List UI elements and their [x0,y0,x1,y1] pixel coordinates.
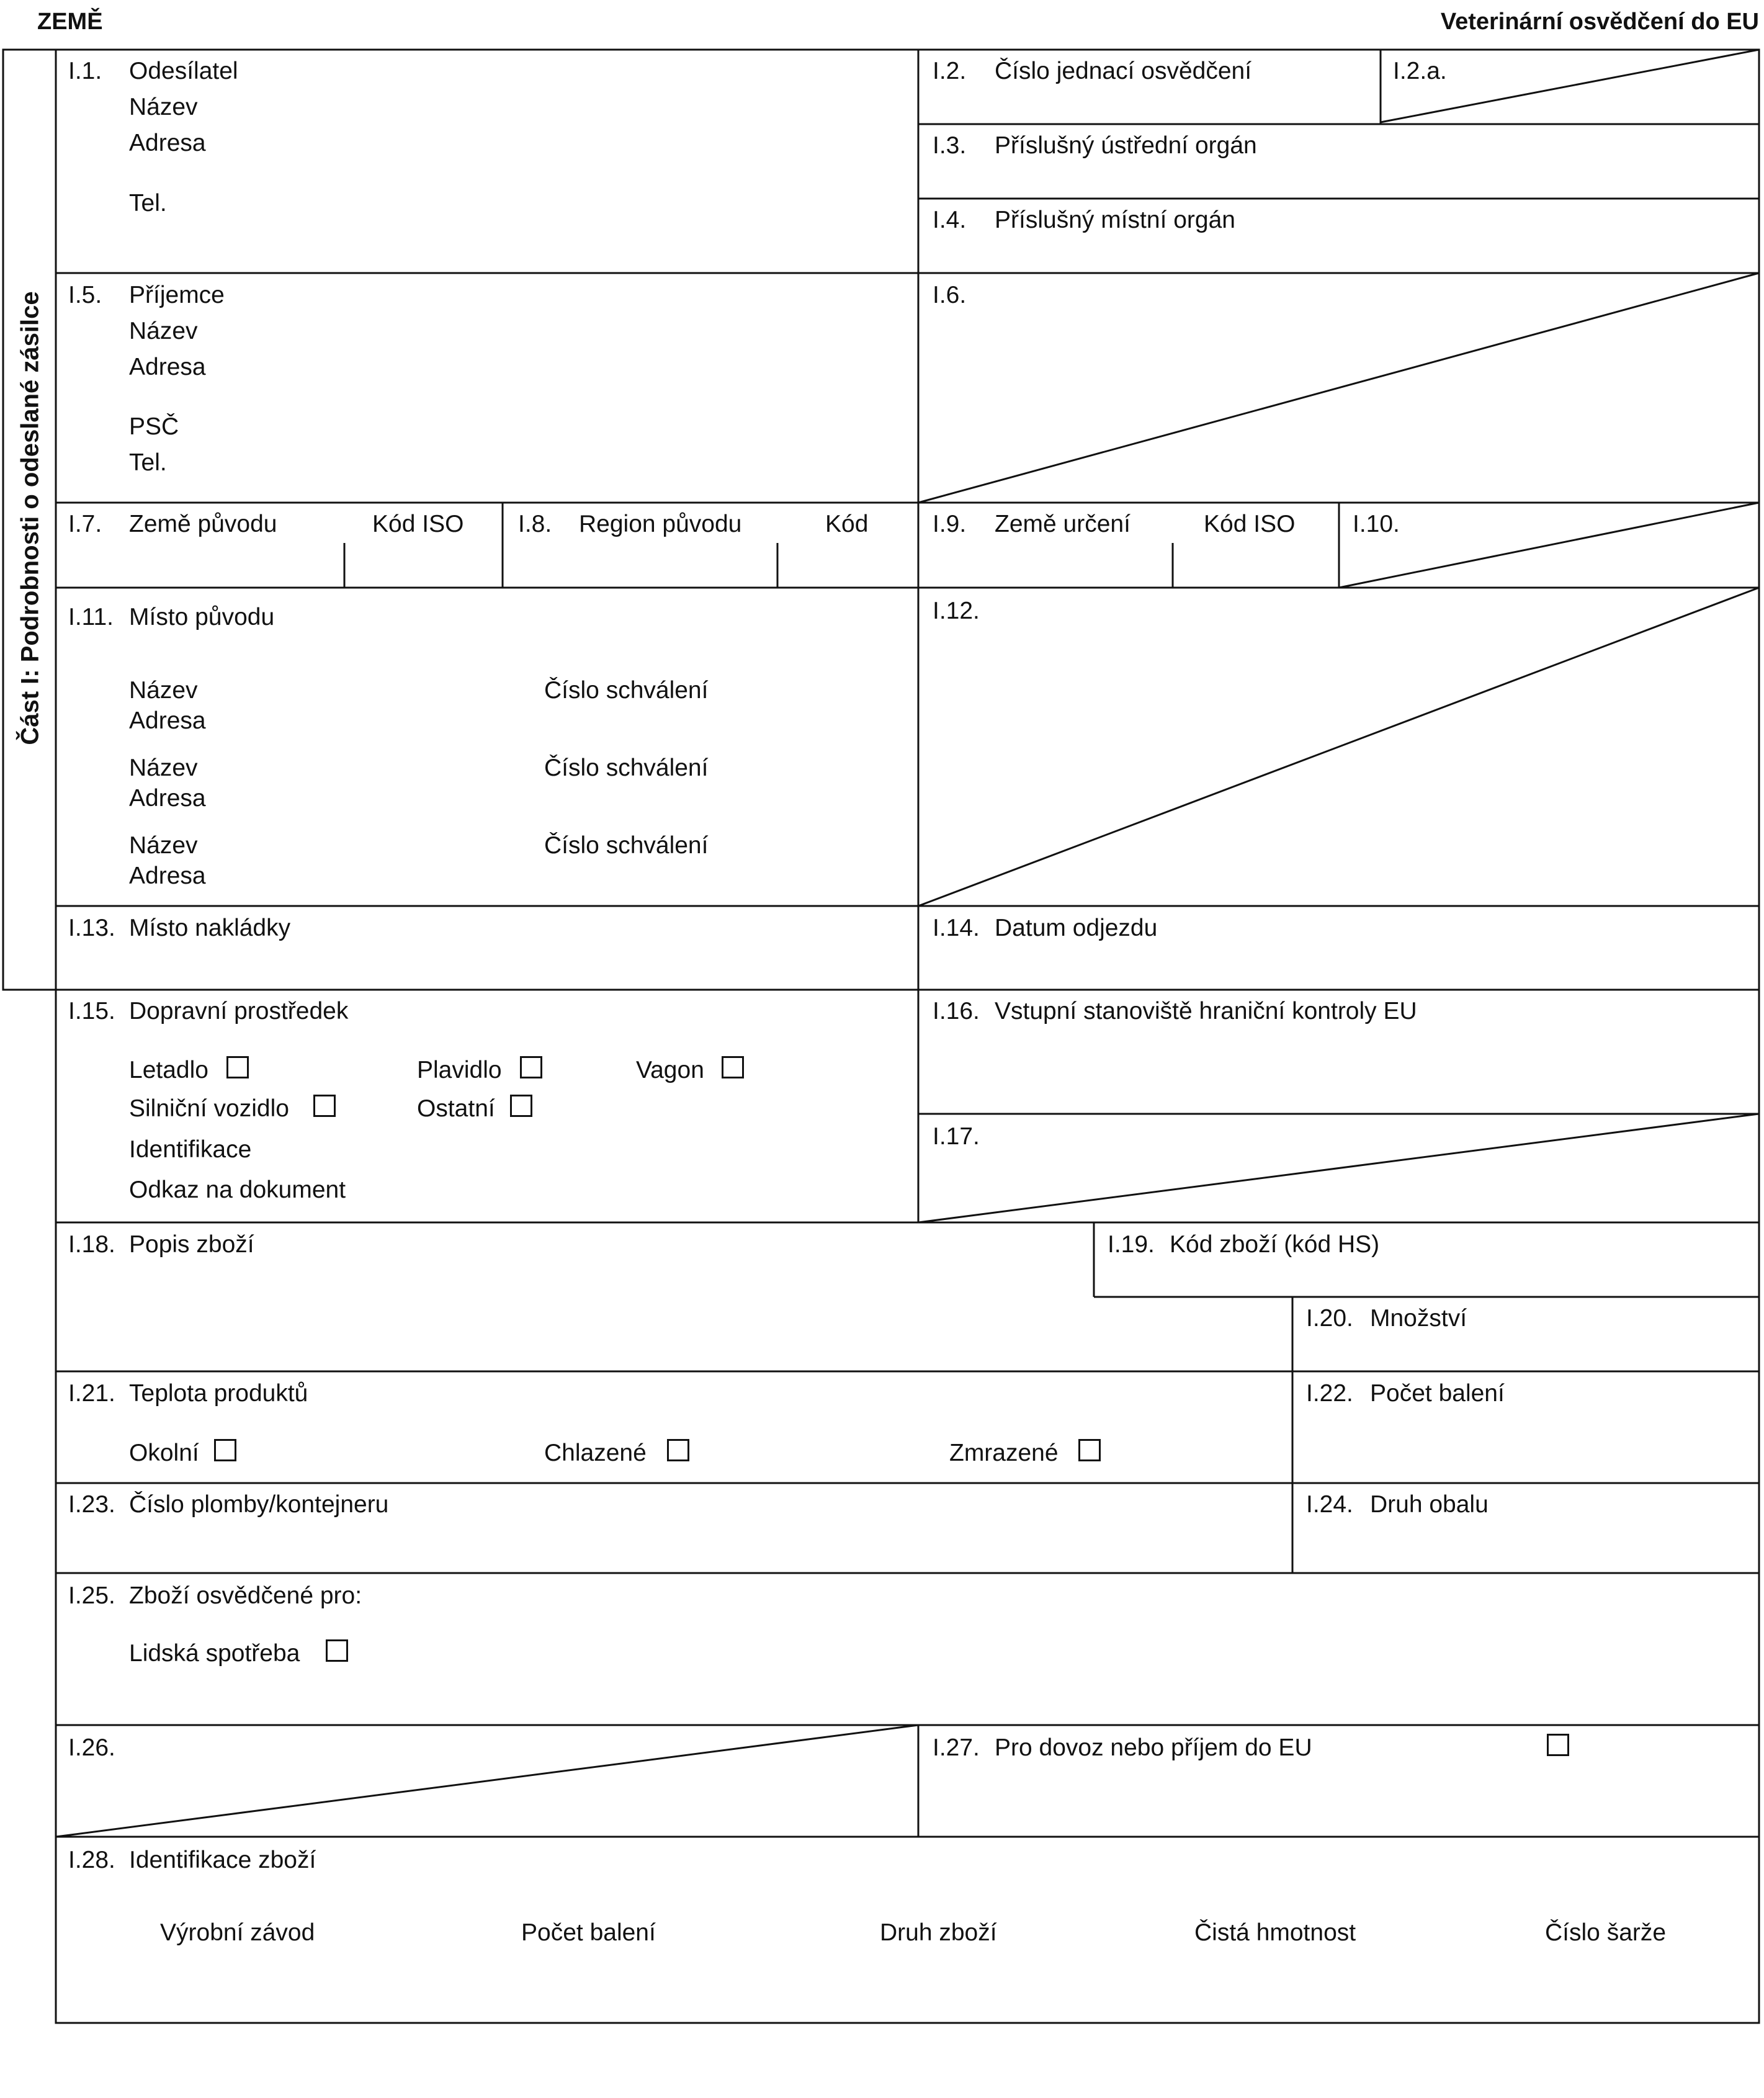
i3-number: I.3. [933,132,967,159]
i2a-number: I.2.a. [1393,58,1447,84]
i23-number: I.23. [68,1491,115,1518]
i1-number: I.1. [68,58,102,84]
i26-number: I.26. [68,1734,115,1761]
i20-title: Množství [1370,1305,1467,1332]
i19-number: I.19. [1108,1231,1155,1258]
i21-frozen-checkbox[interactable] [1078,1439,1101,1461]
i18-number: I.18. [68,1231,115,1258]
certificate-header: Veterinární osvědčení do EU [1440,9,1759,35]
i15-title: Dopravní prostředek [129,998,349,1024]
i17-number: I.17. [933,1123,980,1150]
i1-tel-label: Tel. [129,190,167,217]
i12-number: I.12. [933,598,980,624]
i15-road-checkbox[interactable] [313,1095,336,1117]
i8-title: Region původu [579,511,742,537]
i27-title: Pro dovoz nebo příjem do EU [995,1734,1312,1761]
i13-title: Místo nakládky [129,915,291,941]
i27-import-checkbox[interactable] [1547,1734,1569,1756]
i16-title: Vstupní stanoviště hraniční kontroly EU [995,998,1417,1024]
i2-title: Číslo jednací osvědčení [995,58,1252,84]
i21-number: I.21. [68,1380,115,1407]
i11-entry1-name: Název [129,677,198,704]
i11-entry3-approval: Číslo schválení [544,832,709,859]
i5-title: Příjemce [129,282,225,308]
i25-human-consumption-checkbox[interactable] [326,1639,348,1662]
i8-code-label: Kód [825,511,869,537]
i11-entry3-address: Adresa [129,863,206,889]
i28-title: Identifikace zboží [129,1847,316,1873]
i15-option-road-label: Silniční vozidlo [129,1095,289,1122]
i11-entry2-address: Adresa [129,785,206,812]
i5-name-label: Název [129,318,198,344]
i1-name-label: Název [129,94,198,120]
i5-address-label: Adresa [129,354,206,380]
i15-option-aircraft-label: Letadlo [129,1057,208,1083]
i22-number: I.22. [1306,1380,1353,1407]
i24-number: I.24. [1306,1491,1353,1518]
i27-number: I.27. [933,1734,980,1761]
i21-chilled-checkbox[interactable] [667,1439,689,1461]
i14-title: Datum odjezdu [995,915,1158,941]
i21-frozen-label: Zmrazené [949,1440,1059,1466]
i15-vessel-checkbox[interactable] [520,1056,542,1078]
country-header: ZEMĚ [37,9,103,35]
i9-iso-label: Kód ISO [1204,511,1296,537]
side-label: Část I: Podrobnosti o odeslané zásilce [16,291,44,745]
i6-number: I.6. [933,282,967,308]
i11-number: I.11. [68,604,114,630]
i20-number: I.20. [1306,1305,1353,1332]
i15-railway-checkbox[interactable] [722,1056,744,1078]
i5-postcode-label: PSČ [129,413,179,440]
i15-number: I.15. [68,998,115,1024]
i18-title: Popis zboží [129,1231,254,1258]
i21-ambient-label: Okolní [129,1440,199,1466]
i13-number: I.13. [68,915,115,941]
i22-title: Počet balení [1370,1380,1505,1407]
i11-entry1-approval: Číslo schválení [544,677,709,704]
i1-title: Odesílatel [129,58,238,84]
i28-col-batch: Číslo šarže [1545,1919,1667,1946]
i7-number: I.7. [68,511,102,537]
i28-col-net-weight: Čistá hmotnost [1194,1919,1356,1946]
i28-col-packages: Počet balení [521,1919,656,1946]
i21-chilled-label: Chlazené [544,1440,647,1466]
i24-title: Druh obalu [1370,1491,1489,1518]
i10-number: I.10. [1353,511,1400,537]
i15-option-vessel-label: Plavidlo [417,1057,502,1083]
i1-address-label: Adresa [129,130,206,156]
i4-number: I.4. [933,207,967,233]
i25-title: Zboží osvědčené pro: [129,1582,362,1609]
i21-title: Teplota produktů [129,1380,308,1407]
i8-number: I.8. [518,511,552,537]
i16-number: I.16. [933,998,980,1024]
i11-entry2-approval: Číslo schválení [544,755,709,781]
i19-title: Kód zboží (kód HS) [1170,1231,1380,1258]
i11-entry2-name: Název [129,755,198,781]
i5-tel-label: Tel. [129,449,167,476]
i28-number: I.28. [68,1847,115,1873]
i15-option-other-label: Ostatní [417,1095,495,1122]
i15-other-checkbox[interactable] [510,1095,532,1117]
i3-title: Příslušný ústřední orgán [995,132,1257,159]
i15-aircraft-checkbox[interactable] [226,1056,249,1078]
i23-title: Číslo plomby/kontejneru [129,1491,389,1518]
i5-number: I.5. [68,282,102,308]
i11-entry1-address: Adresa [129,707,206,734]
i7-title: Země původu [129,511,277,537]
i15-option-railway-label: Vagon [636,1057,704,1083]
i11-entry3-name: Název [129,832,198,859]
i28-col-commodity: Druh zboží [880,1919,997,1946]
i9-number: I.9. [933,511,967,537]
i15-identification-label: Identifikace [129,1136,252,1163]
i2-number: I.2. [933,58,967,84]
i9-title: Země určení [995,511,1130,537]
i7-iso-label: Kód ISO [372,511,464,537]
i4-title: Příslušný místní orgán [995,207,1235,233]
side-label-band [6,50,55,987]
i21-ambient-checkbox[interactable] [214,1439,236,1461]
i25-number: I.25. [68,1582,115,1609]
i15-doc-ref-label: Odkaz na dokument [129,1177,346,1203]
i28-col-establishment: Výrobní závod [160,1919,315,1946]
i11-title: Místo původu [129,604,275,630]
i25-human-consumption-label: Lidská spotřeba [129,1640,300,1667]
i14-number: I.14. [933,915,980,941]
